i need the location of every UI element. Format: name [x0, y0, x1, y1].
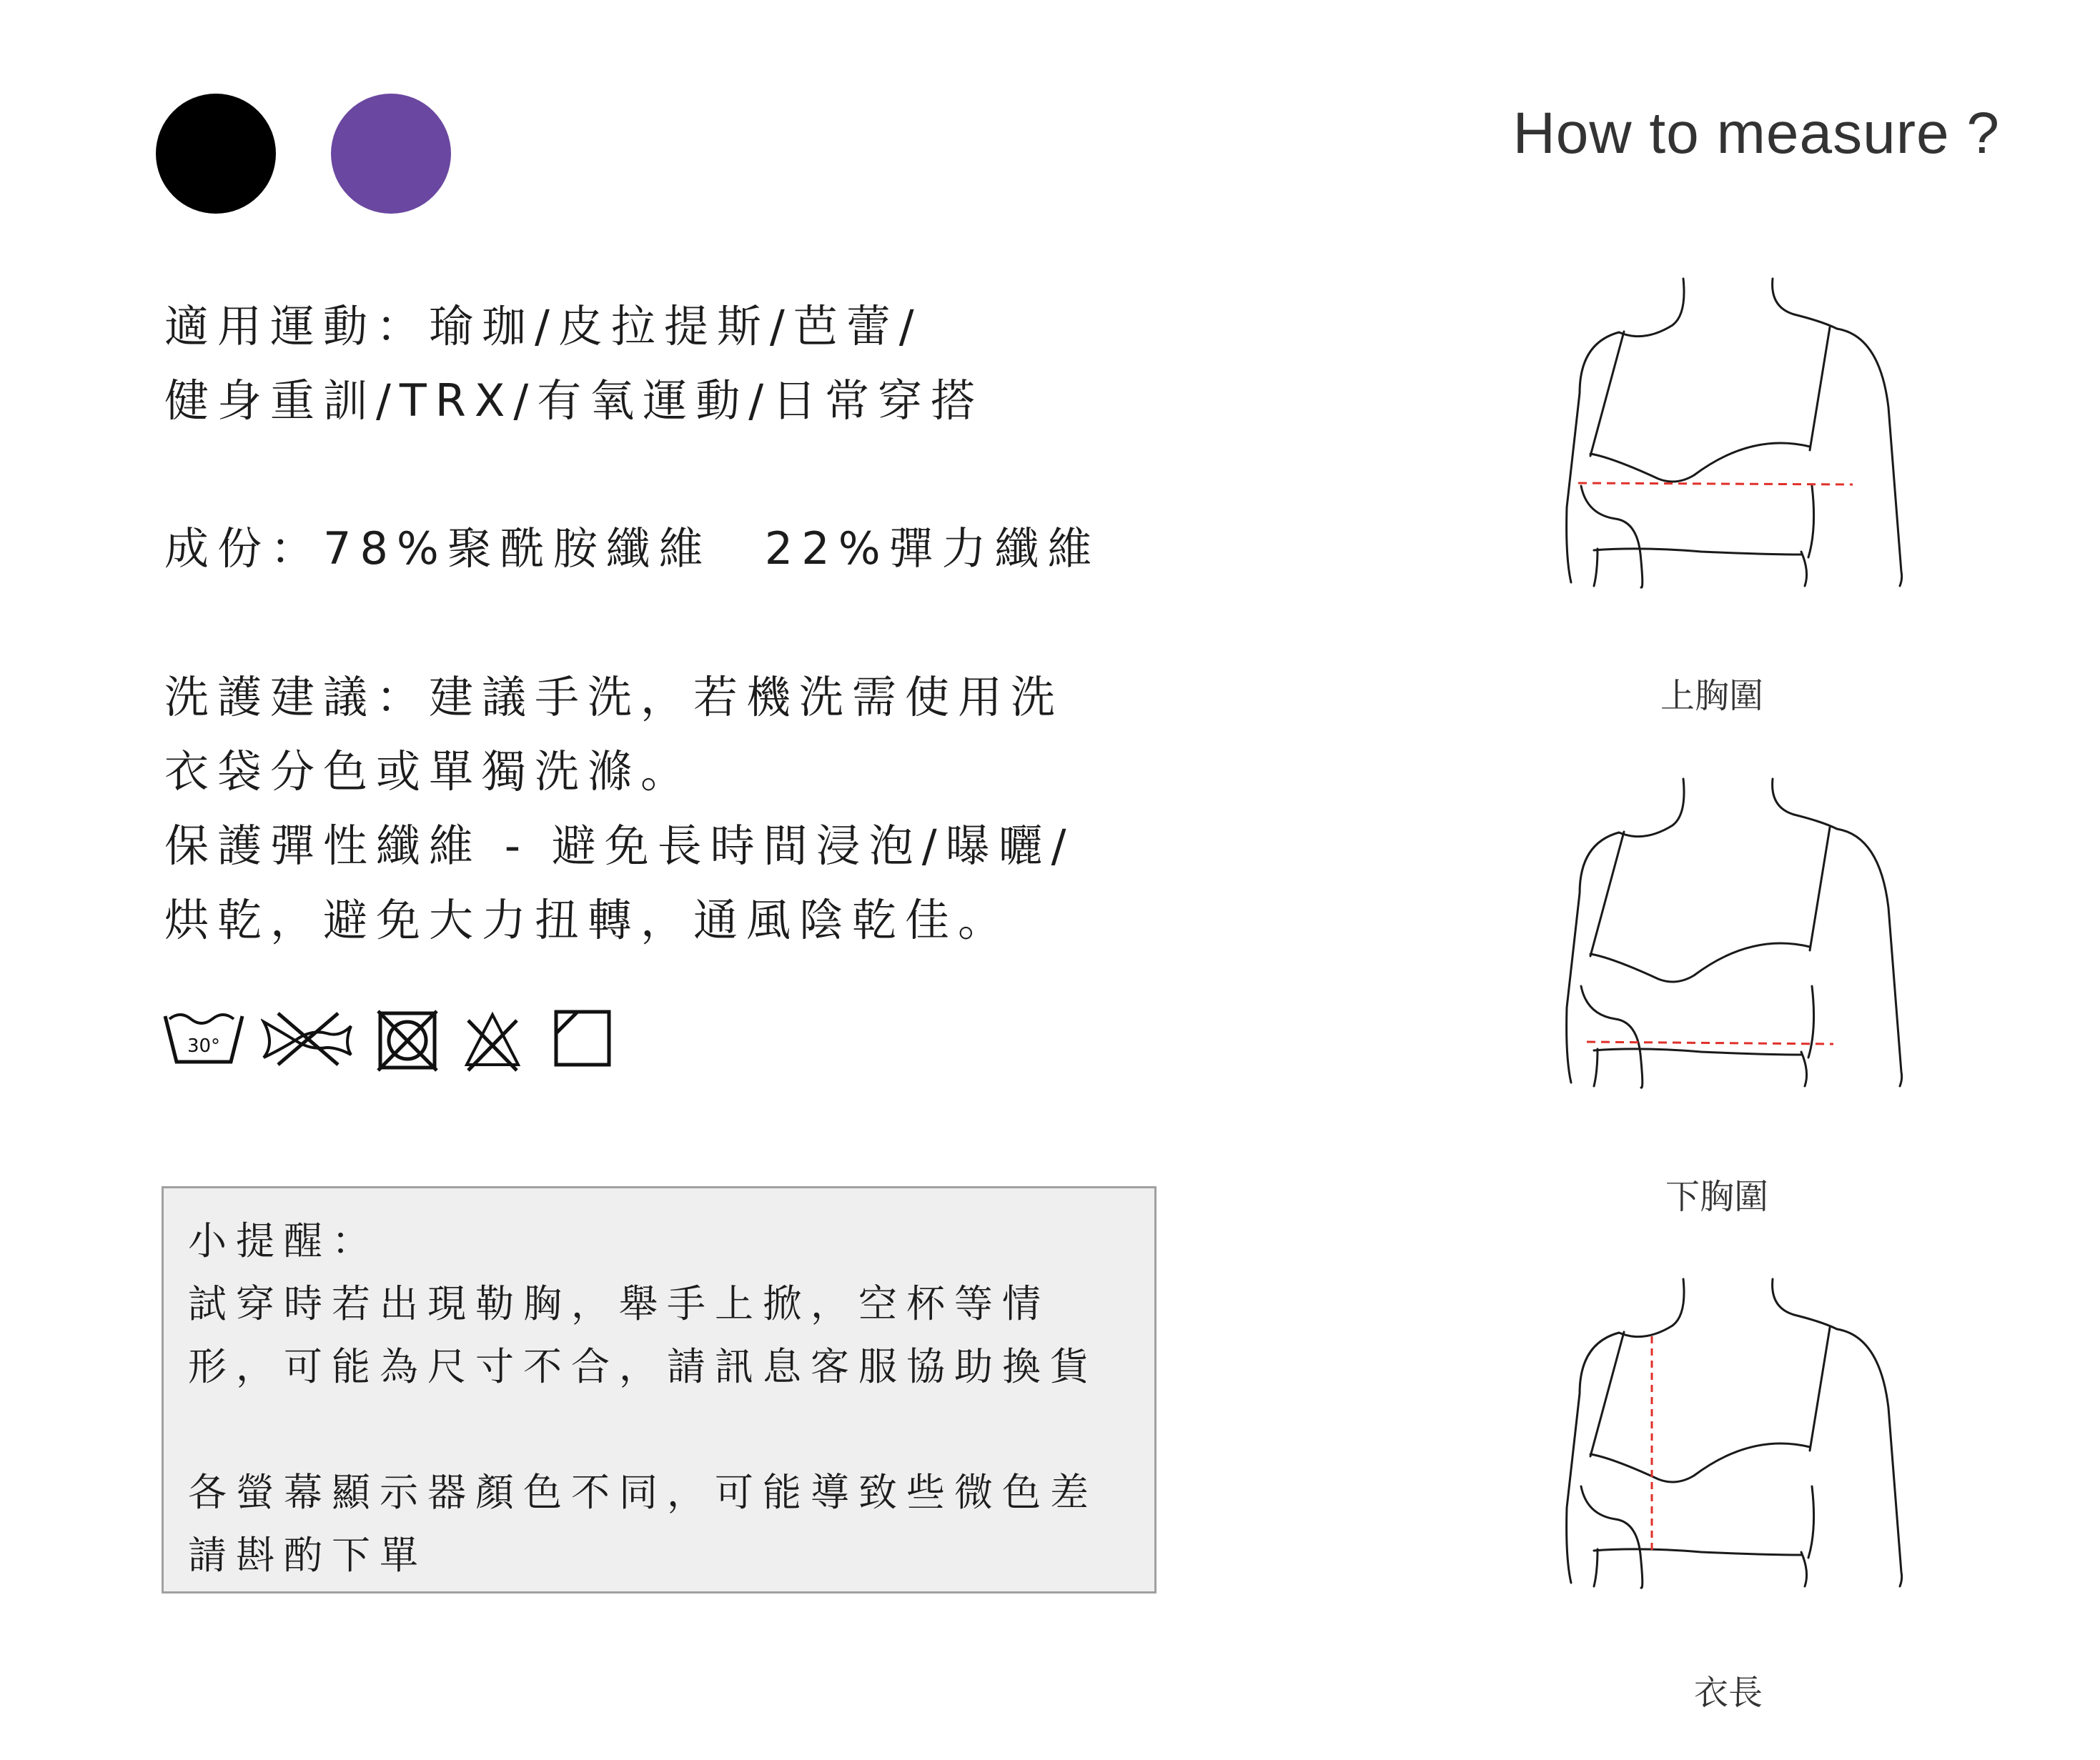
reminder-line: 試穿時若出現勒胸，舉手上掀，空杯等情 [188, 1281, 1050, 1326]
material-line: 成份：78%聚酰胺纖維 22%彈力纖維 [164, 522, 1101, 575]
care-line: 保護彈性纖維 - 避免長時間浸泡/曝曬/ [164, 820, 1075, 872]
reminder-line [188, 1398, 1130, 1461]
care-line: 洗護建議：建議手洗，若機洗需使用洗 [164, 671, 1064, 723]
no-bleach-icon [462, 1008, 522, 1072]
care-line: 烘乾，避免大力扭轉，通風陰乾佳。 [164, 894, 1011, 946]
no-tumble-dry-icon [377, 1008, 438, 1072]
material-composition [164, 512, 1101, 586]
length-caption: 衣長 [1693, 1673, 1763, 1713]
underbust-caption: 下胸圍 [1665, 1177, 1768, 1217]
reminder-line: 小提醒： [188, 1218, 380, 1263]
care-line: 衣袋分色或單獨洗滌。 [164, 745, 694, 797]
no-wring-icon [261, 1008, 354, 1069]
wash-30-icon [161, 1008, 247, 1069]
reminder-line: 各螢幕顯示器顏色不同，可能導致些微色差 [188, 1470, 1098, 1515]
dry-flat-shade-icon [553, 1008, 613, 1069]
bust-measure-figure [1558, 272, 1944, 600]
reminder-line: 形，可能為尺寸不合，請訊息客服協助換貨 [188, 1344, 1098, 1389]
sports-line: 適用運動：瑜珈/皮拉提斯/芭蕾/ [164, 300, 923, 352]
underbust-measure-figure [1558, 772, 1944, 1100]
suitable-sports [164, 289, 984, 438]
bust-caption: 上胸圍 [1660, 676, 1763, 716]
color-swatch-black[interactable] [156, 94, 276, 214]
underbust-guide-line [1587, 1042, 1833, 1044]
length-measure-figure [1558, 1272, 1944, 1601]
care-instructions [164, 660, 1075, 958]
measure-title: How to measure ? [1512, 101, 2000, 166]
reminder-line: 請斟酌下單 [188, 1533, 427, 1578]
svg-text:30°: 30° [187, 1035, 221, 1057]
sports-line: 健身重訓/TRX/有氧運動/日常穿搭 [164, 374, 984, 427]
bust-guide-line [1578, 483, 1853, 484]
reminder-box [162, 1186, 1157, 1594]
color-swatch-purple[interactable] [331, 94, 451, 214]
